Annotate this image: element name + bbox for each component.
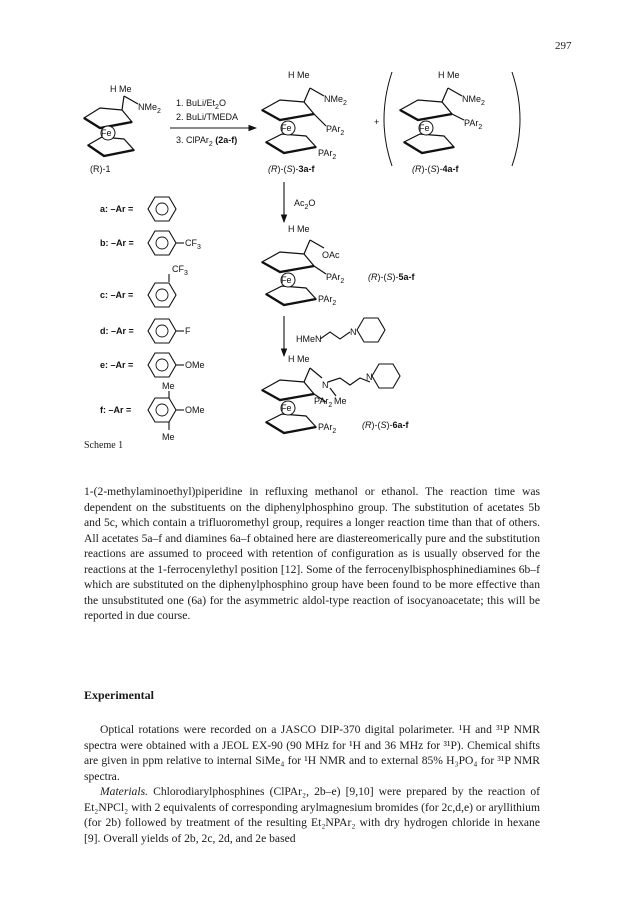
label-compound-1: (R)-1: [90, 164, 111, 174]
label-compound-6: (R)-(S)-6a-f: [362, 420, 409, 430]
sub-e-label: e: –Ar =: [100, 360, 134, 370]
section-heading-experimental: Experimental: [84, 688, 154, 702]
ome-label-e: OMe: [185, 360, 205, 370]
cf3-label-b: $CF_3$: [185, 238, 201, 251]
sub-c-label: c: –Ar =: [100, 290, 134, 300]
hme-label-5: H Me: [288, 224, 310, 234]
paragraph-1: 1-(2-methylaminoethyl)piperidine in refluxing methanol or ethanol. The reaction time was dependent on the substituents on the diphenylphosphino group. The substitution of acetates 5b and 5c, which contain a trifluoromethyl group, requires a longer reaction time than that of others. All acetates 5a–f and diamines 6a–f obtained here are diastereomerically pure and the substitution reactions are assumed to proceed with retention of configuration as is usually observed for the reactions at the 1-ferrocenylethyl position [12]. Some of the ferrocenylbisphosphinediamines 6b–f which are substituted on the diphenylphosphino group have been found to be more effective than the unsubstituted one (6a) for the asymmetric aldol-type reaction of isocyanoacetate; this will be reported in due course.: [84, 485, 540, 622]
nme2-label-1: NMe$_2$: [138, 102, 161, 115]
me-label-6: Me: [334, 396, 347, 406]
ome-label-f: OMe: [185, 405, 205, 415]
reagent-step-2: 2. BuLi/TMEDA: [176, 112, 239, 122]
bracket-right: [512, 72, 520, 166]
label-compound-5: (R)-(S)-5a-f: [368, 272, 415, 282]
paragraph-3: [84, 784, 540, 846]
nme2-label-4: NMe$_2$: [462, 94, 485, 107]
n-label-6a: N: [322, 380, 329, 390]
hme-label-1: H Me: [110, 84, 132, 94]
label-compound-3: (R)-(S)-3a-f: [268, 164, 315, 174]
materials-text: Chlorodiarylphosphines (ClPAr₂, 2b–e) [9,10] were prepared by the reaction of Et₂NPCl₂ with 2 equivalents of corresponding arylmagnesium bromides (for 2c,d,e) or aryllithium (for 2b) followed by treatment of the resulting Et₂NPAr₂ with dry hydrogen chloride in hexane [9]. Overall yields of 2b, 2c, 2d, and 2e based: [84, 785, 540, 845]
bracket-left: [384, 72, 392, 166]
me-label-f-bottom: Me: [162, 432, 175, 442]
oac-label-5: OAc: [322, 250, 340, 260]
reagent-step-3: 3. ClPAr$_2$ (2a-f): [176, 135, 238, 148]
fe-label-4: Fe: [419, 123, 430, 133]
amine-reagent: HMeN: [296, 334, 322, 344]
page-number: 297: [555, 40, 572, 52]
hme-label-4: H Me: [438, 70, 460, 80]
ac2o-reagent: $Ac_2O$: [294, 198, 316, 211]
reagent-step-1: 1. BuLi/$Et_2O$: [176, 98, 226, 111]
materials-lead: Materials.: [100, 785, 148, 798]
plus-sign: +: [374, 117, 380, 127]
par2-label-5b: PAr$_2$: [318, 294, 337, 307]
n-label-reagent: N: [350, 327, 357, 337]
sub-b-label: b: –Ar =: [100, 238, 134, 248]
n-label-6b: N: [366, 372, 373, 382]
par2-label-5a: PAr$_2$: [326, 272, 345, 285]
ferrocene-4: [400, 88, 464, 153]
piperidine-ring-6: [372, 364, 400, 388]
me-label-f-top: Me: [162, 381, 175, 391]
sub-f-label: f: –Ar =: [100, 405, 132, 415]
cf3-label-c: $CF_3$: [172, 264, 188, 277]
fe-label-1: Fe: [101, 128, 112, 138]
hme-label-6: H Me: [288, 354, 310, 364]
ferrocene-5: [262, 240, 326, 305]
fe-label-3: Fe: [281, 123, 292, 133]
f-label-d: F: [185, 326, 191, 336]
scheme-caption: Scheme 1: [84, 440, 124, 451]
par2-label-3a: PAr$_2$: [326, 124, 345, 137]
hme-label-3: H Me: [288, 70, 310, 80]
piperidine-ring-reagent: [357, 318, 385, 342]
label-compound-4: (R)-(S)-4a-f: [412, 164, 459, 174]
paragraph-2: Optical rotations were recorded on a JASCO DIP-370 digital polarimeter. ¹H and ³¹P NMR spectra were obtained with a JEOL EX-90 (90 MHz for ¹H and 36 MHz for ³¹P). Chemical shifts are given in ppm relative to internal SiMe₄ for ¹H NMR and to external 85% H₃PO₄ for ³¹P NMR spectra.: [84, 723, 540, 783]
sub-d-label: d: –Ar =: [100, 326, 134, 336]
ferrocene-3: [262, 88, 326, 153]
par2-label-6a: PAr$_2$: [314, 396, 333, 409]
fe-label-5: Fe: [281, 275, 292, 285]
par2-label-4: PAr$_2$: [464, 118, 483, 131]
fe-label-6: Fe: [281, 403, 292, 413]
ferrocene-1: [84, 96, 138, 156]
aryl-substituents: [100, 197, 205, 442]
nme2-label-3: NMe$_2$: [324, 94, 347, 107]
sub-a-label: a: –Ar =: [100, 204, 134, 214]
par2-label-6b: PAr$_2$: [318, 422, 337, 435]
par2-label-3b: PAr$_2$: [318, 148, 337, 161]
